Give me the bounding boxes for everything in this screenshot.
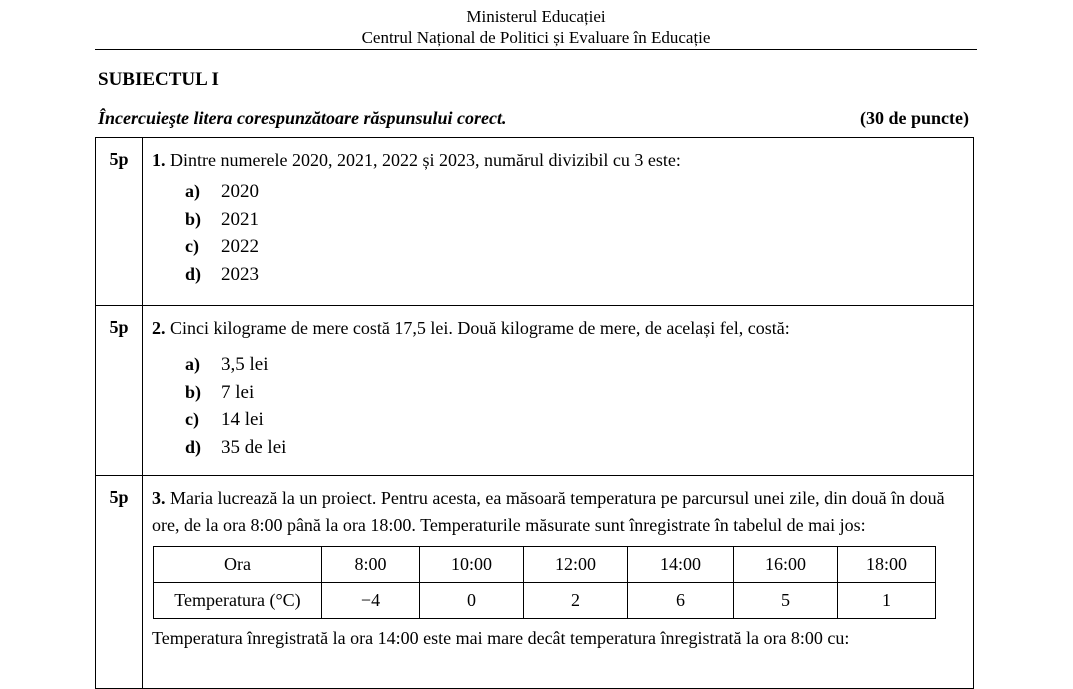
header-divider: [95, 49, 977, 50]
question-row: [96, 138, 974, 306]
temperature-row-header: Temperatura (°C): [154, 583, 322, 619]
question-cell: [143, 306, 974, 476]
option-letter: d): [185, 263, 202, 284]
answer-option[interactable]: [185, 233, 965, 261]
option-value: 2023: [221, 263, 259, 285]
instruction-text: Încercuieşte litera corespunzătoare răspunsului corect.: [98, 108, 507, 128]
option-value: 2021: [221, 208, 259, 230]
question-continuation: Temperatura înregistrată la ora 14:00 este mai mare decât temperatura înregistrată la ora 8:00 cu:: [152, 628, 850, 648]
temperature-cell: 1: [838, 583, 936, 619]
subject-title: SUBIECTUL I: [98, 69, 219, 90]
answer-options: [185, 351, 965, 461]
option-letter: b): [185, 381, 202, 402]
question-points: 5p: [96, 476, 143, 689]
temperature-cell: −4: [322, 583, 420, 619]
question-cell: [143, 138, 974, 306]
answer-option[interactable]: [185, 434, 965, 462]
option-letter: d): [185, 436, 202, 457]
hour-cell: 12:00: [524, 547, 628, 583]
answer-option[interactable]: [185, 178, 965, 206]
question-body: Cinci kilograme de mere costă 17,5 lei. Două kilograme de mere, de același fel, costă:: [165, 318, 790, 338]
question-number: 2.: [152, 318, 166, 338]
answer-options: [185, 178, 965, 288]
page-header: [95, 6, 977, 48]
questions-table: [95, 137, 974, 689]
question-text: [152, 485, 965, 539]
ministry-name: Ministerul Educației: [466, 7, 606, 26]
option-letter: a): [185, 181, 200, 201]
option-value: 7 lei: [221, 381, 255, 403]
option-letter: c): [185, 409, 199, 429]
temperature-cell: 0: [420, 583, 524, 619]
answer-option[interactable]: [185, 351, 965, 379]
hours-row-header: Ora: [154, 547, 322, 583]
question-points: 5p: [96, 138, 143, 306]
hours-row: [154, 547, 936, 583]
question-number: 1.: [152, 150, 166, 170]
option-letter: c): [185, 236, 199, 256]
question-number: 3.: [152, 488, 166, 508]
option-letter: a): [185, 354, 200, 374]
hour-cell: 18:00: [838, 547, 936, 583]
question-text: [152, 315, 965, 342]
question-row: [96, 306, 974, 476]
hour-cell: 10:00: [420, 547, 524, 583]
hour-cell: 14:00: [628, 547, 734, 583]
temperature-cell: 6: [628, 583, 734, 619]
center-name: Centrul Național de Politici și Evaluare în Educație: [361, 28, 711, 47]
option-value: 14 lei: [221, 409, 264, 430]
question-body: Maria lucrează la un proiect. Pentru acesta, ea măsoară temperatura pe parcursul unei zile, din două în două ore, de la ora 8:00 până la ora 18:00. Temperaturile măsurate sunt înregistrate în tabelul de mai jos:: [152, 488, 945, 535]
hour-cell: 8:00: [322, 547, 420, 583]
temperature-table: [153, 546, 936, 619]
option-value: 3,5 lei: [221, 354, 269, 375]
answer-option[interactable]: [185, 406, 965, 434]
temperature-cell: 5: [734, 583, 838, 619]
question-text: [152, 147, 965, 174]
temperature-cell: 2: [524, 583, 628, 619]
answer-option[interactable]: [185, 379, 965, 407]
temperatures-row: [154, 583, 936, 619]
option-value: 2022: [221, 236, 259, 257]
question-cell: [143, 476, 974, 689]
answer-option[interactable]: [185, 261, 965, 289]
option-letter: b): [185, 208, 202, 229]
option-value: 2020: [221, 181, 259, 202]
question-row: [96, 476, 974, 689]
answer-option[interactable]: [185, 206, 965, 234]
question-body: Dintre numerele 2020, 2021, 2022 și 2023, numărul divizibil cu 3 este:: [165, 150, 681, 170]
question-points: 5p: [96, 306, 143, 476]
option-value: 35 de lei: [221, 436, 287, 458]
hour-cell: 16:00: [734, 547, 838, 583]
total-points: (30 de puncte): [860, 108, 969, 128]
